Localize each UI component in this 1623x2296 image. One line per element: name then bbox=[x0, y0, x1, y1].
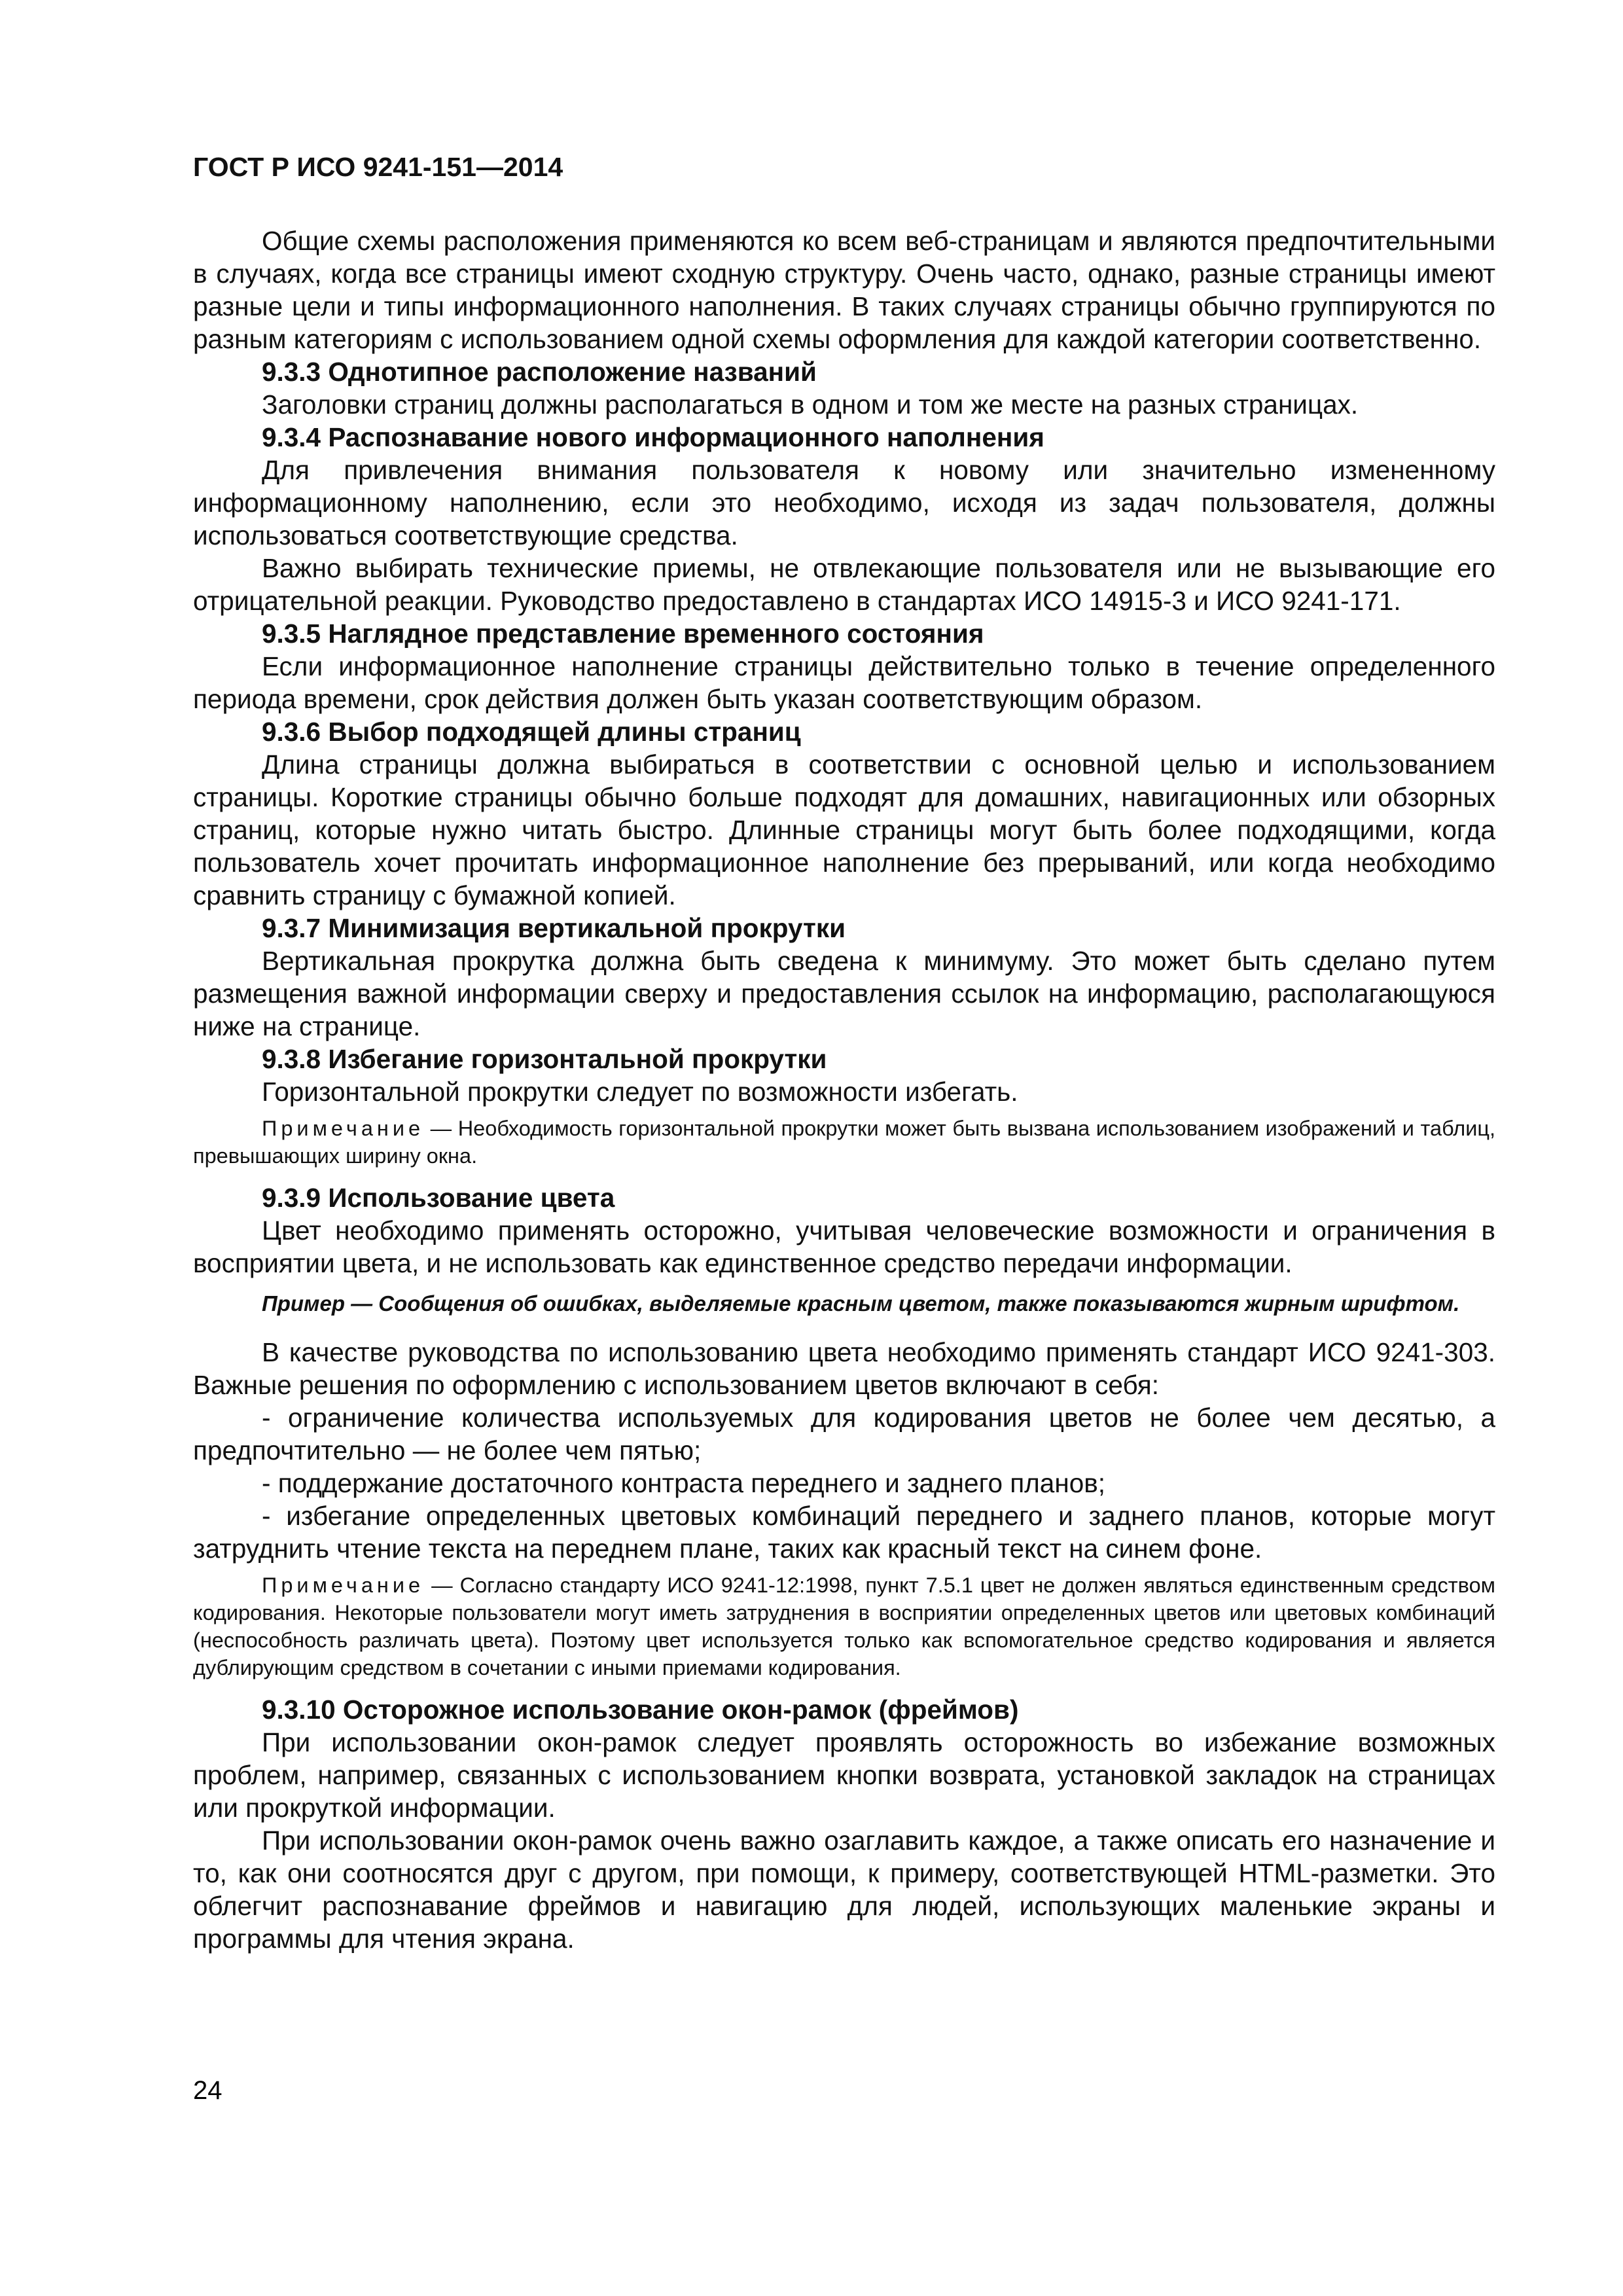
note-text: — Необходимость горизонтальной прокрутки может быть вызвана использованием изображений и таблиц, превышающих ширину окна. bbox=[193, 1117, 1495, 1168]
section-heading-9-3-8: 9.3.8 Избегание горизонтальной прокрутки bbox=[262, 1044, 827, 1074]
note-label: Примечание bbox=[262, 1117, 425, 1140]
paragraph-9-3-7: Вертикальная прокрутка должна быть сведена к минимуму. Это может быть сделано путем размещения важной информации сверху и предоставления ссылок на информацию, располагающуюся ниже на странице. bbox=[193, 946, 1495, 1041]
list-item: - поддержание достаточного контраста переднего и заднего планов; bbox=[262, 1468, 1105, 1498]
paragraph-9-3-6: Длина страницы должна выбираться в соответствии с основной целью и использованием страницы. Короткие страницы обычно больше подходят для домашних, навигационных или обзорных страниц, которые нужно читать быстро. Длинные страницы могут быть более подходящими, когда пользователь хочет прочитать информационное наполнение без прерываний, или когда необходимо сравнить страницу с бумажной копией. bbox=[193, 749, 1495, 910]
paragraph-9-3-10-1: При использовании окон-рамок следует проявлять осторожность во избежание возможных проблем, например, связанных с использованием кнопки возврата, установкой закладок на страницах или прокруткой информации. bbox=[193, 1727, 1495, 1823]
note-text: — Согласно стандарту ИСО 9241-12:1998, пункт 7.5.1 цвет не должен являться единственным средством кодирования. Некоторые пользователи могут иметь затруднения в восприятии определенных цветов или цветовых комбинаций (неспособность различать цвета). Поэтому цвет используется только как вспомогательное средство кодирования и является дублирующим средством в сочетании с иными приемами кодирования. bbox=[193, 1573, 1495, 1679]
list-item: - ограничение количества используемых для кодирования цветов не более чем десятью, а предпочтительно — не более чем пятью; bbox=[193, 1403, 1495, 1465]
note-9-3-8 bbox=[193, 1115, 1495, 1170]
note-9-3-9 bbox=[193, 1571, 1495, 1681]
paragraph-9-3-3: Заголовки страниц должны располагаться в одном и том же месте на разных страницах. bbox=[262, 389, 1359, 420]
paragraph-9-3-4-2: Важно выбирать технические приемы, не отвлекающие пользователя или не вызывающие его отрицательной реакции. Руководство предоставлено в стандартах ИСО 14915-3 и ИСО 9241-171. bbox=[193, 553, 1495, 616]
section-heading-9-3-9: 9.3.9 Использование цвета bbox=[262, 1183, 615, 1213]
section-heading-9-3-3: 9.3.3 Однотипное расположение названий bbox=[262, 357, 817, 387]
section-heading-9-3-6: 9.3.6 Выбор подходящей длины страниц bbox=[262, 717, 801, 747]
paragraph-9-3-8: Горизонтальной прокрутки следует по возможности избегать. bbox=[262, 1077, 1018, 1107]
paragraph-9-3-4-1: Для привлечения внимания пользователя к новому или значительно измененному информационному наполнению, если это необходимо, исходя из задач пользователя, должны использоваться соответствующие средства. bbox=[193, 455, 1495, 550]
document-page bbox=[193, 151, 1495, 1955]
standard-designation: ГОСТ Р ИСО 9241-151—2014 bbox=[193, 152, 563, 182]
paragraph-9-3-9-1: Цвет необходимо применять осторожно, учитывая человеческие возможности и ограничения в восприятии цвета, и не использовать как единственное средство передачи информации. bbox=[193, 1215, 1495, 1278]
paragraph-9-3-10-2: При использовании окон-рамок очень важно озаглавить каждое, а также описать его назначение и то, как они соотносятся друг с другом, при помощи, к примеру, соответствующей HTML-разметки. Это облегчит распознавание фреймов и навигацию для людей, использующих маленькие экраны и программы для чтения экрана. bbox=[193, 1825, 1495, 1954]
list-item: - избегание определенных цветовых комбинаций переднего и заднего планов, которые могут затруднить чтение текста на переднем плане, таких как красный текст на синем фоне. bbox=[193, 1501, 1495, 1564]
section-heading-9-3-5: 9.3.5 Наглядное представление временного состояния bbox=[262, 619, 984, 649]
note-label: Примечание bbox=[262, 1573, 425, 1597]
section-heading-9-3-4: 9.3.4 Распознавание нового информационного наполнения bbox=[262, 422, 1044, 452]
paragraph-9-3-9-2: В качестве руководства по использованию цвета необходимо применять стандарт ИСО 9241-303. Важные решения по оформлению с использованием цветов включают в себя: bbox=[193, 1337, 1495, 1400]
page-number: 24 bbox=[193, 2076, 223, 2105]
intro-paragraph: Общие схемы расположения применяются ко всем веб-страницам и являются предпочтительными в случаях, когда все страницы имеют сходную структуру. Очень часто, однако, разные страницы имеют разные цели и типы информационного наполнения. В таких случаях страницы обычно группируются по разным категориям с использованием одной схемы оформления для каждой категории соответственно. bbox=[193, 226, 1495, 354]
section-heading-9-3-10: 9.3.10 Осторожное использование окон-рамок (фреймов) bbox=[262, 1695, 1019, 1725]
example-9-3-9: Пример — Сообщения об ошибках, выделяемые красным цветом, также показываются жирным шрифтом. bbox=[262, 1291, 1460, 1316]
paragraph-9-3-5: Если информационное наполнение страницы действительно только в течение определенного периода времени, срок действия должен быть указан соответствующим образом. bbox=[193, 651, 1495, 714]
section-heading-9-3-7: 9.3.7 Минимизация вертикальной прокрутки bbox=[262, 913, 846, 943]
